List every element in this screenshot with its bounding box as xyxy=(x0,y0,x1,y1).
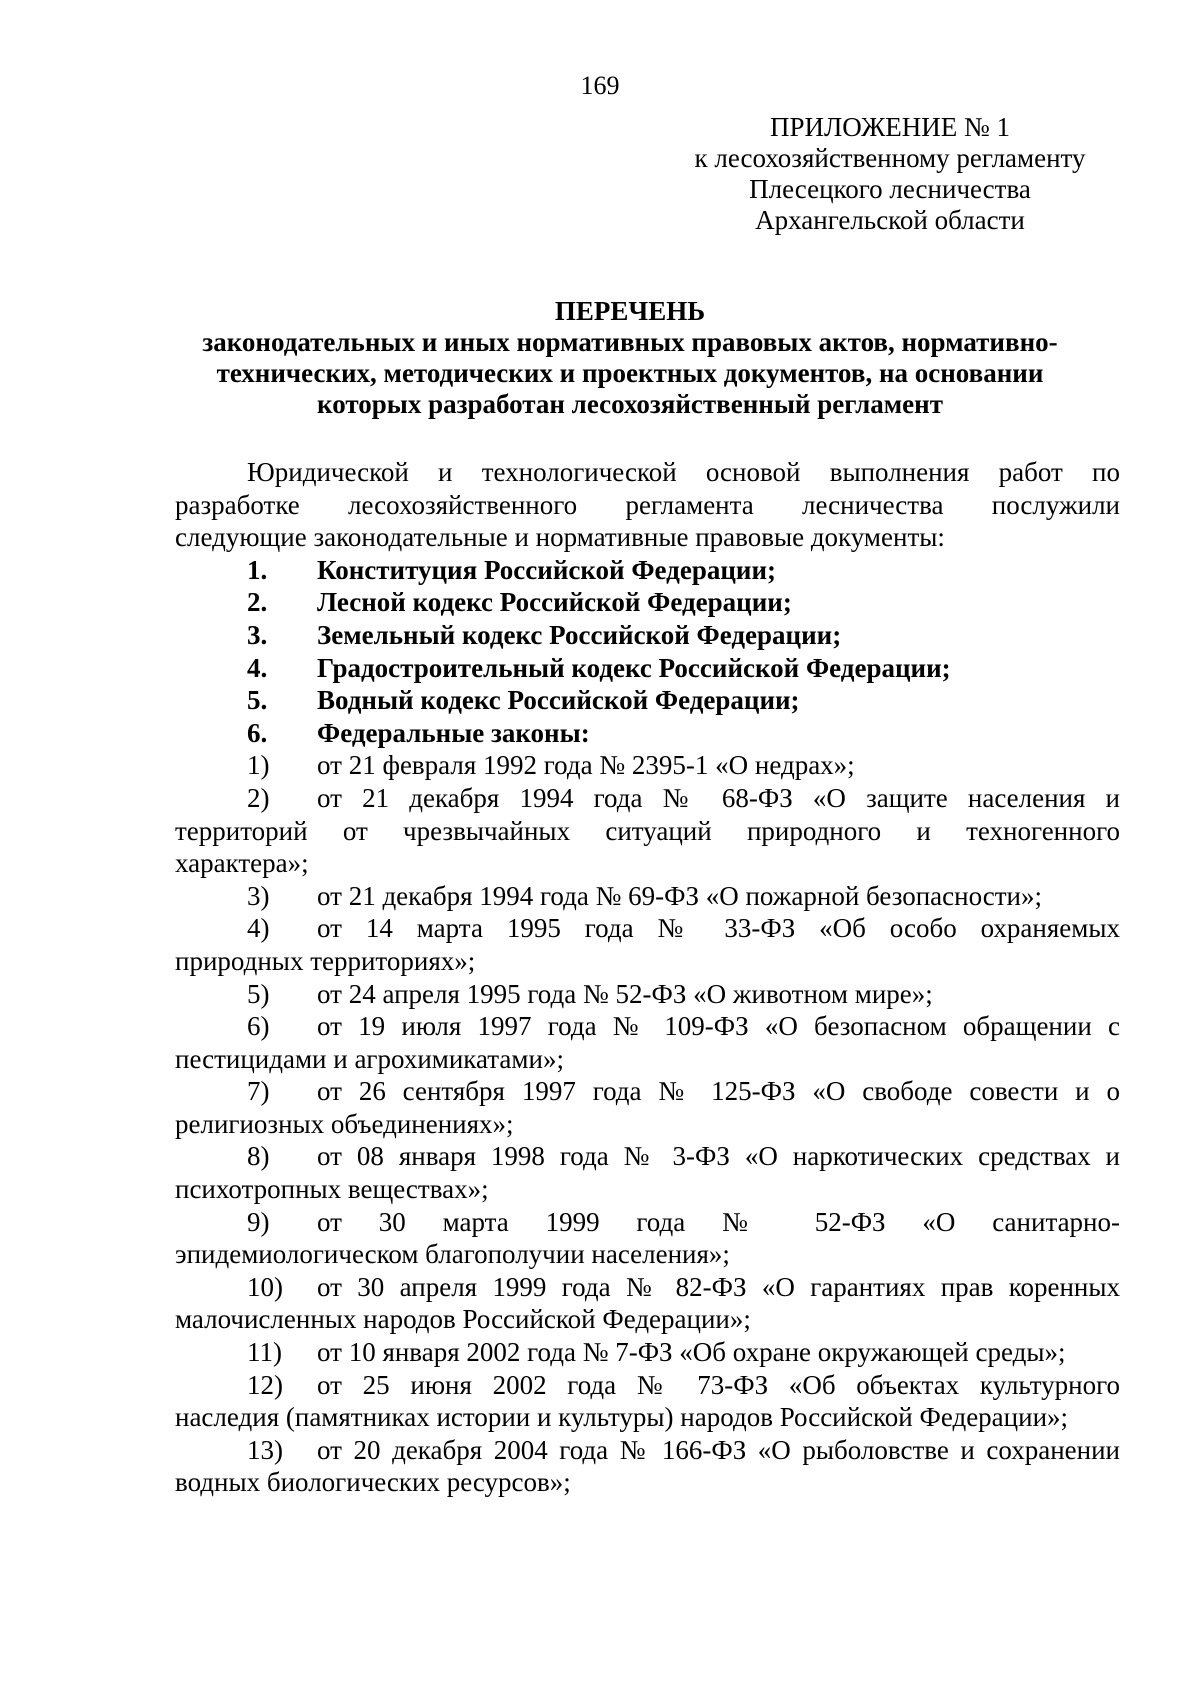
law-item-number: 6) xyxy=(247,1011,270,1042)
list-item-number: 5. xyxy=(247,685,268,716)
list-item xyxy=(175,586,1120,619)
law-item xyxy=(175,1206,1120,1239)
appendix-line: Архангельской области xyxy=(755,205,1025,235)
law-item xyxy=(175,880,1120,913)
law-item xyxy=(175,1336,1120,1369)
law-item xyxy=(175,1140,1120,1173)
law-item-number: 11) xyxy=(247,1337,282,1368)
law-item-text: от 21 декабря 1994 года № 68-ФЗ «О защите населения и xyxy=(317,782,1120,813)
law-item-text: от 19 июля 1997 года № 109-ФЗ «О безопасном обращении с xyxy=(317,1011,1120,1042)
appendix-block xyxy=(660,112,1120,236)
law-item-continuation: малочисленных народов Российской Федерации»; xyxy=(175,1304,751,1335)
law-item-text: от 21 февраля 1992 года № 2395-1 «О недрах»; xyxy=(317,750,855,781)
list-item xyxy=(175,619,1120,652)
list-item-text: Лесной кодекс Российской Федерации; xyxy=(317,587,792,618)
law-item xyxy=(175,1434,1120,1467)
heading-title: ПЕРЕЧЕНЬ xyxy=(554,296,706,326)
document-heading xyxy=(150,296,1110,420)
list-item-number: 2. xyxy=(247,587,268,618)
law-item xyxy=(175,749,1120,782)
page-number: 169 xyxy=(580,71,620,100)
list-item xyxy=(175,684,1120,717)
law-item xyxy=(175,1075,1120,1108)
law-item-number: 7) xyxy=(247,1076,270,1107)
law-item-continuation: территорий от чрезвычайных ситуаций природного и техногенного xyxy=(175,815,1120,846)
law-item-number: 5) xyxy=(247,978,270,1009)
list-item-text: Водный кодекс Российской Федерации; xyxy=(317,685,800,716)
law-item-continuation: наследия (памятниках истории и культуры) народов Российской Федерации»; xyxy=(175,1402,1069,1433)
law-item-number: 12) xyxy=(247,1369,283,1400)
list-item-number: 6. xyxy=(247,717,268,748)
law-item-number: 10) xyxy=(247,1271,283,1302)
list-item-text: Федеральные законы: xyxy=(317,717,590,748)
law-item-text: от 25 июня 2002 года № 73-ФЗ «Об объектах культурного xyxy=(317,1369,1120,1400)
law-item-text: от 20 декабря 2004 года № 166-ФЗ «О рыболовстве и сохранении xyxy=(317,1434,1120,1465)
list-item-text: Земельный кодекс Российской Федерации; xyxy=(317,619,842,650)
document-body xyxy=(175,456,1120,1499)
heading-line: законодательных и иных нормативных правовых актов, нормативно- xyxy=(202,327,1058,357)
appendix-line: ПРИЛОЖЕНИЕ № 1 xyxy=(769,112,1011,142)
law-item-text: от 26 сентября 1997 года № 125-ФЗ «О свободе совести и о xyxy=(317,1076,1120,1107)
law-item xyxy=(175,1010,1120,1043)
law-item-text: от 30 марта 1999 года № 52-ФЗ «О санитарно- xyxy=(317,1206,1120,1237)
list-item xyxy=(175,554,1120,587)
law-item xyxy=(175,978,1120,1011)
heading-line: технических, методических и проектных документов, на основании xyxy=(216,358,1044,388)
law-item-number: 3) xyxy=(247,880,270,911)
law-item xyxy=(175,782,1120,815)
list-item-text: Конституция Российской Федерации; xyxy=(317,554,776,585)
law-item-continuation: религиозных объединениях»; xyxy=(175,1108,514,1139)
intro-line: разработке лесохозяйственного регламента лесничества послужили xyxy=(175,489,1120,520)
list-item-text: Градостроительный кодекс Российской Федерации; xyxy=(317,652,951,683)
list-item xyxy=(175,652,1120,685)
intro-line: следующие законодательные и нормативные правовые документы: xyxy=(175,522,945,553)
law-item-continuation: характера»; xyxy=(175,848,309,879)
law-item-number: 4) xyxy=(247,913,270,944)
list-item-number: 1. xyxy=(247,554,268,585)
appendix-line: Плесецкого лесничества xyxy=(749,174,1031,204)
list-item xyxy=(175,717,1120,750)
law-item xyxy=(175,912,1120,945)
law-item-text: от 10 января 2002 года № 7-ФЗ «Об охране окружающей среды»; xyxy=(317,1337,1066,1368)
law-item-number: 1) xyxy=(247,750,270,781)
law-item-continuation: психотропных веществах»; xyxy=(175,1174,489,1205)
law-item-number: 9) xyxy=(247,1206,270,1237)
law-item xyxy=(175,1271,1120,1304)
law-item-text: от 21 декабря 1994 года № 69-ФЗ «О пожарной безопасности»; xyxy=(317,880,1043,911)
list-item-number: 4. xyxy=(247,652,268,683)
law-item-number: 8) xyxy=(247,1141,270,1172)
law-item-continuation: природных территориях»; xyxy=(175,945,476,976)
law-item xyxy=(175,1369,1120,1402)
list-item-number: 3. xyxy=(247,619,268,650)
law-item-text: от 14 марта 1995 года № 33-ФЗ «Об особо охраняемых xyxy=(317,913,1120,944)
law-item-text: от 24 апреля 1995 года № 52-ФЗ «О животном мире»; xyxy=(317,978,933,1009)
heading-line: которых разработан лесохозяйственный регламент xyxy=(317,389,943,419)
law-item-number: 13) xyxy=(247,1434,283,1465)
law-item-number: 2) xyxy=(247,782,270,813)
intro-line: Юридической и технологической основой выполнения работ по xyxy=(247,457,1120,487)
federal-laws-list xyxy=(175,749,1120,1499)
law-item-text: от 30 апреля 1999 года № 82-ФЗ «О гарантиях прав коренных xyxy=(317,1271,1120,1302)
law-item-continuation: водных биологических ресурсов»; xyxy=(175,1467,571,1498)
law-item-text: от 08 января 1998 года № 3-ФЗ «О наркотических средствах и xyxy=(317,1141,1120,1172)
law-item-continuation: пестицидами и агрохимикатами»; xyxy=(175,1043,564,1074)
law-item-continuation: эпидемиологическом благополучии населения»; xyxy=(175,1239,730,1270)
appendix-line: к лесохозяйственному регламенту xyxy=(694,143,1086,173)
